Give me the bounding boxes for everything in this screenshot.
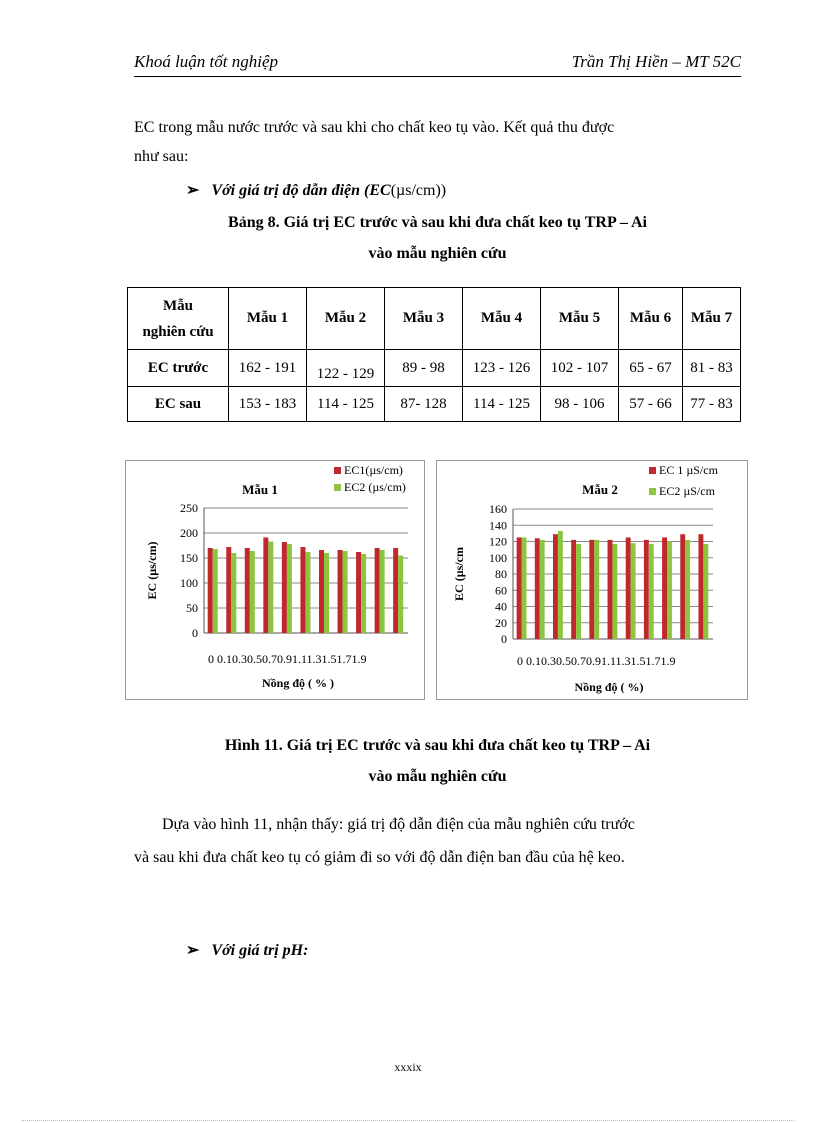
table-cell: 162 - 191 <box>229 350 307 387</box>
bar <box>250 551 255 633</box>
bar <box>558 531 563 639</box>
bar <box>319 550 324 633</box>
intro-line-1: EC trong mẫu nước trước và sau khi cho chất keo tụ vào. Kết quả thu được <box>134 119 615 136</box>
bar <box>626 537 631 639</box>
table-cell: 77 - 83 <box>683 387 741 422</box>
legend-swatch <box>334 484 341 491</box>
legend-entry: EC2 µS/cm <box>659 484 715 498</box>
column-header: Mẫu 4 <box>463 288 541 350</box>
bar <box>703 544 708 639</box>
bar <box>571 540 576 639</box>
table-cell: 153 - 183 <box>229 387 307 422</box>
table-cell: 98 - 106 <box>541 387 619 422</box>
table-cell: 123 - 126 <box>463 350 541 387</box>
bar <box>594 540 599 639</box>
x-tick-labels: 0 0.10.30.50.70.91.11.31.51.71.9 <box>208 652 367 666</box>
bar <box>589 540 594 639</box>
bar <box>685 540 690 639</box>
bar <box>231 553 236 633</box>
column-header: Mẫu 6 <box>619 288 683 350</box>
legend-entry: EC1(µs/cm) <box>344 463 403 477</box>
chart-mau-2-svg <box>437 461 747 699</box>
y-tick-label: 250 <box>180 501 198 515</box>
table-cell: 65 - 67 <box>619 350 683 387</box>
y-tick-label: 150 <box>180 551 198 565</box>
legend-entry: EC 1 µS/cm <box>659 463 718 477</box>
y-tick-label: 200 <box>180 526 198 540</box>
y-tick-label: 0 <box>192 626 198 640</box>
bar <box>300 547 305 633</box>
bar <box>268 542 273 634</box>
bar <box>553 534 558 639</box>
table-row <box>128 387 741 422</box>
bar <box>356 552 361 633</box>
y-axis-label: EC (µs/cm <box>452 547 466 601</box>
corner-line-2: nghiên cứu <box>142 323 214 340</box>
header-left-title: Khoá luận tốt nghiệp <box>134 52 279 71</box>
bar <box>343 551 348 633</box>
y-tick-label: 60 <box>495 583 507 598</box>
y-tick-label: 40 <box>495 599 507 614</box>
bar <box>208 548 213 633</box>
y-tick-label: 0 <box>501 632 507 646</box>
bar <box>522 537 527 639</box>
bar <box>287 544 292 633</box>
figure-caption <box>134 730 741 792</box>
bar <box>667 542 672 640</box>
bullet-ph-heading <box>186 940 308 960</box>
bar <box>649 544 654 639</box>
bar <box>644 540 649 639</box>
bar <box>612 544 617 639</box>
y-tick-label: 160 <box>489 502 507 516</box>
column-header: Mẫu 3 <box>385 288 463 350</box>
table-cell: 122 - 129 <box>307 350 385 387</box>
figure-caption-line-2: vào mẫu nghiên cứu <box>368 768 507 785</box>
y-tick-label: 80 <box>495 567 507 581</box>
table-cell: 89 - 98 <box>385 350 463 387</box>
chart-mau-2 <box>436 460 748 700</box>
bar <box>698 534 703 639</box>
table-caption <box>134 207 741 269</box>
y-tick-label: 100 <box>180 576 198 590</box>
row-label: EC sau <box>128 387 229 422</box>
x-tick-labels: 0 0.10.30.50.70.91.11.31.51.71.9 <box>517 654 676 668</box>
y-axis-label: EC (µs/cm) <box>145 541 159 600</box>
column-header: Mẫu 1 <box>229 288 307 350</box>
bar <box>361 554 366 633</box>
column-header: Mẫu 7 <box>683 288 741 350</box>
table-cell: 57 - 66 <box>619 387 683 422</box>
table-cell: 114 - 125 <box>307 387 385 422</box>
bar <box>576 544 581 639</box>
table-caption-line-2: vào mẫu nghiên cứu <box>368 245 507 262</box>
legend-swatch <box>334 467 341 474</box>
conclusion-paragraph <box>134 808 741 874</box>
chart-mau-1-svg <box>126 461 424 699</box>
bar <box>398 556 403 634</box>
page-bottom-rule <box>22 1120 794 1121</box>
bar <box>535 538 540 639</box>
y-tick-label: 50 <box>186 601 198 615</box>
bar <box>380 550 385 633</box>
column-header: Mẫu 2 <box>307 288 385 350</box>
bar <box>375 548 380 633</box>
row-label: EC trước <box>128 350 229 387</box>
bar <box>282 542 287 633</box>
legend-entry: EC2 (µs/cm) <box>344 480 406 494</box>
bullet-ec-heading <box>186 180 446 200</box>
corner-line-1: Mẫu <box>163 297 193 314</box>
y-tick-label: 100 <box>489 550 507 565</box>
figure-caption-line-1: Hình 11. Giá trị EC trước và sau khi đưa chất keo tụ TRP – Ai <box>224 737 651 754</box>
y-tick-label: 140 <box>489 518 507 533</box>
intro-line-2: như sau: <box>134 148 189 165</box>
chart-title: Mẫu 2 <box>582 482 618 497</box>
chart-mau-1 <box>125 460 425 700</box>
y-tick-label: 120 <box>489 534 507 549</box>
conclusion-line-1: Dựa vào hình 11, nhận thấy: giá trị độ dẫn điện của mẫu nghiên cứu trước <box>162 816 635 833</box>
ec-table <box>127 287 741 422</box>
table-header-row <box>128 288 741 350</box>
arrow-bullet-icon: ➢ <box>186 182 200 199</box>
bullet-ph-text: Với giá trị pH: <box>211 942 309 959</box>
bar <box>393 548 398 633</box>
header-author: Trần Thị Hiền – MT 52C <box>571 52 741 71</box>
column-header: Mẫu 5 <box>541 288 619 350</box>
bar <box>226 547 231 633</box>
bar <box>631 543 636 639</box>
x-axis-label: Nồng độ ( %) <box>574 680 644 694</box>
table-row <box>128 350 741 387</box>
arrow-bullet-icon: ➢ <box>186 942 200 959</box>
bar <box>540 540 545 639</box>
bar <box>213 549 218 633</box>
bar <box>324 553 329 633</box>
bar <box>608 540 613 639</box>
bar <box>305 552 310 633</box>
table-cell: 102 - 107 <box>541 350 619 387</box>
bullet-ec-text: Với giá trị độ dẫn điện (EC <box>211 182 391 199</box>
bar <box>517 537 522 639</box>
table-cell: 87- 128 <box>385 387 463 422</box>
bar <box>662 537 667 639</box>
intro-paragraph <box>134 113 741 171</box>
legend-swatch <box>649 488 656 495</box>
bar <box>680 534 685 639</box>
x-axis-label: Nồng độ ( % ) <box>261 676 335 690</box>
bar <box>338 550 343 633</box>
table-corner-cell <box>128 288 229 350</box>
table-cell: 81 - 83 <box>683 350 741 387</box>
bar <box>263 538 268 634</box>
legend-swatch <box>649 467 656 474</box>
conclusion-line-2: và sau khi đưa chất keo tụ có giảm đi so với độ dẫn điện ban đầu của hệ keo. <box>134 849 625 866</box>
y-tick-label: 20 <box>495 615 507 630</box>
table-caption-line-1: Bảng 8. Giá trị EC trước và sau khi đưa chất keo tụ TRP – Ai <box>228 214 647 231</box>
bullet-ec-unit: (µs/cm)) <box>390 182 447 199</box>
bar <box>245 548 250 633</box>
chart-title: Mẫu 1 <box>242 482 278 497</box>
table-cell: 114 - 125 <box>463 387 541 422</box>
page-number: xxxix <box>394 1060 422 1074</box>
page-header <box>134 50 741 77</box>
